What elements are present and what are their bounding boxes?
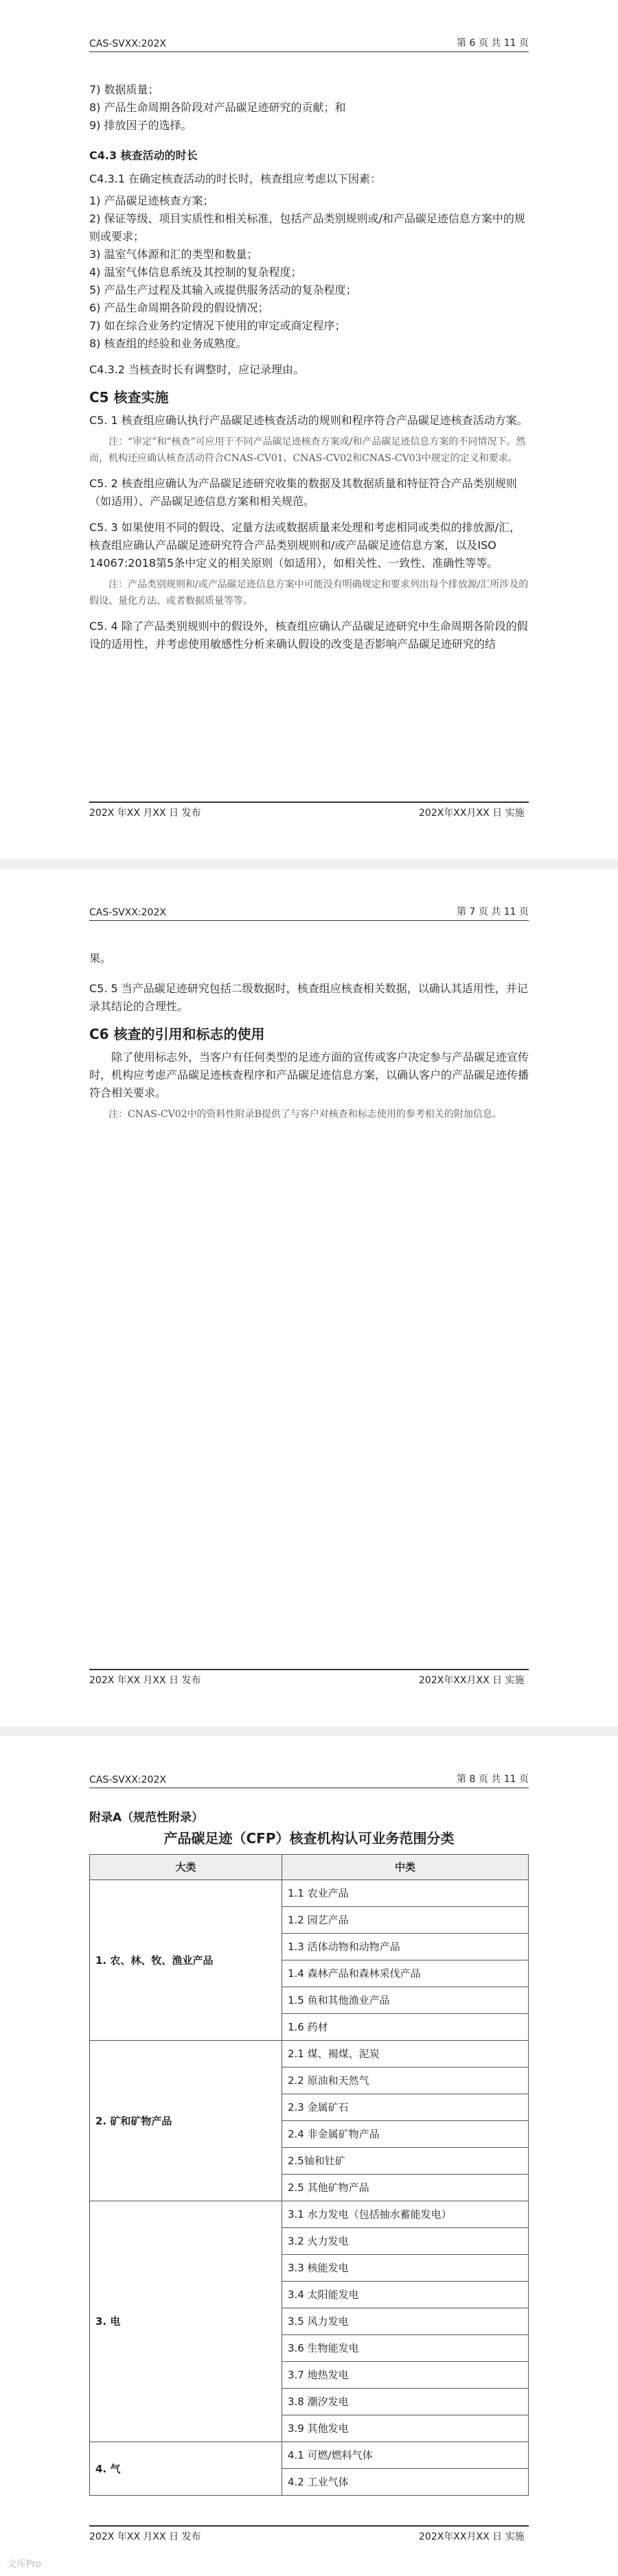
column-header-major: 大类 <box>90 1855 282 1880</box>
document-page-7 <box>0 869 618 1726</box>
minor-category: 3.9 其他发电 <box>282 2415 529 2442</box>
minor-category: 2.5 其他矿物产品 <box>282 2175 529 2201</box>
paragraph-c432: C4.3.2 当核查时长有调整时，应记录理由。 <box>89 363 304 376</box>
page-footer <box>89 2525 529 2540</box>
implement-date: 202X年XX月XX 日 实施 <box>419 1675 525 1686</box>
major-category: 3. 电 <box>90 2201 282 2442</box>
page-number: 第 8 页 共 11 页 <box>457 1774 529 1785</box>
list-item: 2) 保证等级、项目实质性和相关标准，包括产品类别规则或/和产品碳足迹信息方案中的规则或要求； <box>89 212 525 243</box>
list-item: 6) 产品生命周期各阶段的假设情况； <box>89 301 269 314</box>
paragraph-c51: C5. 1 核查组应确认执行产品碳足迹核查活动的规则和程序符合产品碳足迹核查活动方案。 <box>89 414 528 427</box>
minor-category: 3.3 核能发电 <box>282 2255 529 2282</box>
implement-date: 202X年XX月XX 日 实施 <box>419 2531 525 2542</box>
minor-category: 2.1 煤、褐煤、泥炭 <box>282 2041 529 2068</box>
page-header <box>89 906 529 921</box>
minor-category: 2.5铀和钍矿 <box>282 2148 529 2175</box>
page-header <box>89 1773 529 1788</box>
note: 注：产品类别规则和/或产品碳足迹信息方案中可能没有明确规定和要求列出每个排放源/汇所涉及的假设、量化方法、或者数据质量等等。 <box>89 579 529 607</box>
section-heading-c43: C4.3 核查活动的时长 <box>89 149 198 162</box>
list-item: 8) 核查组的经验和业务成熟度。 <box>89 337 247 350</box>
paragraph-c52: C5. 2 核查组应确认为产品碳足迹研究收集的数据及其数据质量和特征符合产品类别规则（如适用）、产品碳足迹信息方案和相关规范。 <box>89 477 517 508</box>
minor-category: 2.2 原油和天然气 <box>282 2068 529 2094</box>
minor-category: 3.2 火力发电 <box>282 2228 529 2255</box>
document-page-8 <box>0 1736 618 2576</box>
doc-code: CAS-SVXX:202X <box>89 1775 166 1785</box>
page-footer <box>89 801 529 817</box>
minor-category: 1.6 药材 <box>282 2014 529 2041</box>
minor-category: 3.6 生物能发电 <box>282 2335 529 2362</box>
minor-category: 3.5 风力发电 <box>282 2308 529 2335</box>
table-row <box>90 1880 529 1907</box>
appendix-title: 产品碳足迹（CFP）核查机构认可业务范围分类 <box>163 1830 455 1847</box>
doc-code: CAS-SVXX:202X <box>89 907 166 918</box>
minor-category: 4.1 可燃/燃料气体 <box>282 2442 529 2469</box>
column-header-minor: 中类 <box>282 1855 529 1880</box>
section-heading-c6: C6 核查的引用和标志的使用 <box>89 1026 265 1042</box>
minor-category: 4.2 工业气体 <box>282 2469 529 2496</box>
appendix-label: 附录A（规范性附录） <box>89 1811 204 1825</box>
list-item: 1) 产品碳足迹核查方案； <box>89 194 214 207</box>
table-row <box>90 2041 529 2068</box>
note: 注：“审定”和“核查”可应用于不同产品碳足迹核查方案或/和产品碳足迹信息方案的不同情况下。然而，机构还应确认核查活动符合CNAS-CV01、CNAS-CV02和CNAS-CV03中规定的定义和要求。 <box>89 436 526 464</box>
list-item: 8) 产品生命周期各阶段对产品碳足迹研究的贡献；和 <box>89 101 346 114</box>
list-item: 3) 温室气体源和汇的类型和数量； <box>89 248 258 261</box>
minor-category: 1.1 农业产品 <box>282 1880 529 1907</box>
page-footer <box>89 1669 529 1684</box>
list-item: 4) 温室气体信息系统及其控制的复杂程度； <box>89 266 302 279</box>
paragraph-c431: C4.3.1 在确定核查活动的时长时，核查组应考虑以下因素： <box>89 172 381 185</box>
minor-category: 2.4 非金属矿物产品 <box>282 2121 529 2148</box>
doc-code: CAS-SVXX:202X <box>89 38 166 49</box>
minor-category: 2.3 金属矿石 <box>282 2094 529 2121</box>
paragraph-c55: C5. 5 当产品碳足迹研究包括二级数据时，核查组应核查相关数据，以确认其适用性，并记录其结论的合理性。 <box>89 982 528 1013</box>
paragraph-c54: C5. 4 除了产品类别规则中的假设外，核查组应确认产品碳足迹研究中生命周期各阶段的假设的适用性，并考虑使用敏感性分析来确认假设的改变是否影响产品碳足迹研究的结 <box>89 620 528 651</box>
table-header-row <box>90 1855 529 1880</box>
minor-category: 1.3 活体动物和动物产品 <box>282 1934 529 1960</box>
list-item: 5) 产品生产过程及其输入或提供服务活动的复杂程度； <box>89 283 357 296</box>
paragraph-c53: C5. 3 如果使用不同的假设、定量方法或数据质量来处理和考虑相同或类似的排放源/汇，核查组应确认产品碳足迹研究符合产品类别规则和/或产品碳足迹信息方案，以及ISO 14067:2018第5条中定义的相关原则（如适用），如相关性、一致性、准确性等等。 <box>89 521 521 570</box>
major-category: 2. 矿和矿物产品 <box>90 2041 282 2201</box>
page-number: 第 6 页 共 11 页 <box>457 38 529 49</box>
list-item: 9) 排放因子的选择。 <box>89 119 192 132</box>
list-item: 7) 数据质量； <box>89 83 159 96</box>
minor-category: 1.5 鱼和其他渔业产品 <box>282 1987 529 2014</box>
publish-date: 202X 年XX 月XX 日 发布 <box>89 2531 201 2542</box>
page-body <box>89 81 529 657</box>
paragraph-c6: 除了使用标志外，当客户有任何类型的足迹方面的宣传或客户决定参与产品碳足迹宣传时，机构应考虑产品碳足迹核查程序和产品碳足迹信息方案，以确认客户的产品碳足迹传播符合相关要求。 <box>89 1051 529 1099</box>
page-body <box>89 946 529 1127</box>
minor-category: 3.7 地热发电 <box>282 2362 529 2389</box>
watermark-logo: 文库Pro <box>7 2559 42 2570</box>
minor-category: 1.4 森林产品和森林采伐产品 <box>282 1960 529 1987</box>
page-header <box>89 37 529 52</box>
section-heading-c5: C5 核查实施 <box>89 389 169 406</box>
implement-date: 202X年XX月XX 日 实施 <box>419 808 525 819</box>
document-page-6 <box>0 0 618 859</box>
page-body <box>89 1809 529 2496</box>
minor-category: 3.4 太阳能发电 <box>282 2282 529 2308</box>
note: 注：CNAS-CV02中的资料性附录B提供了与客户对核查和标志使用的参考相关的附加信息。 <box>108 1109 502 1120</box>
scope-table <box>89 1854 529 2496</box>
page-number: 第 7 页 共 11 页 <box>457 906 529 917</box>
minor-category: 3.8 潮汐发电 <box>282 2389 529 2415</box>
table-row <box>90 2201 529 2228</box>
major-category: 1. 农、林、牧、渔业产品 <box>90 1880 282 2041</box>
minor-category: 3.1 水力发电（包括抽水蓄能发电） <box>282 2201 529 2228</box>
publish-date: 202X 年XX 月XX 日 发布 <box>89 1675 201 1686</box>
minor-category: 1.2 园艺产品 <box>282 1907 529 1934</box>
major-category: 4. 气 <box>90 2442 282 2496</box>
publish-date: 202X 年XX 月XX 日 发布 <box>89 808 201 819</box>
table-row <box>90 2442 529 2469</box>
paragraph-continued: 果。 <box>89 952 112 965</box>
list-item: 7) 如在综合业务约定情况下使用的审定或商定程序； <box>89 319 346 332</box>
